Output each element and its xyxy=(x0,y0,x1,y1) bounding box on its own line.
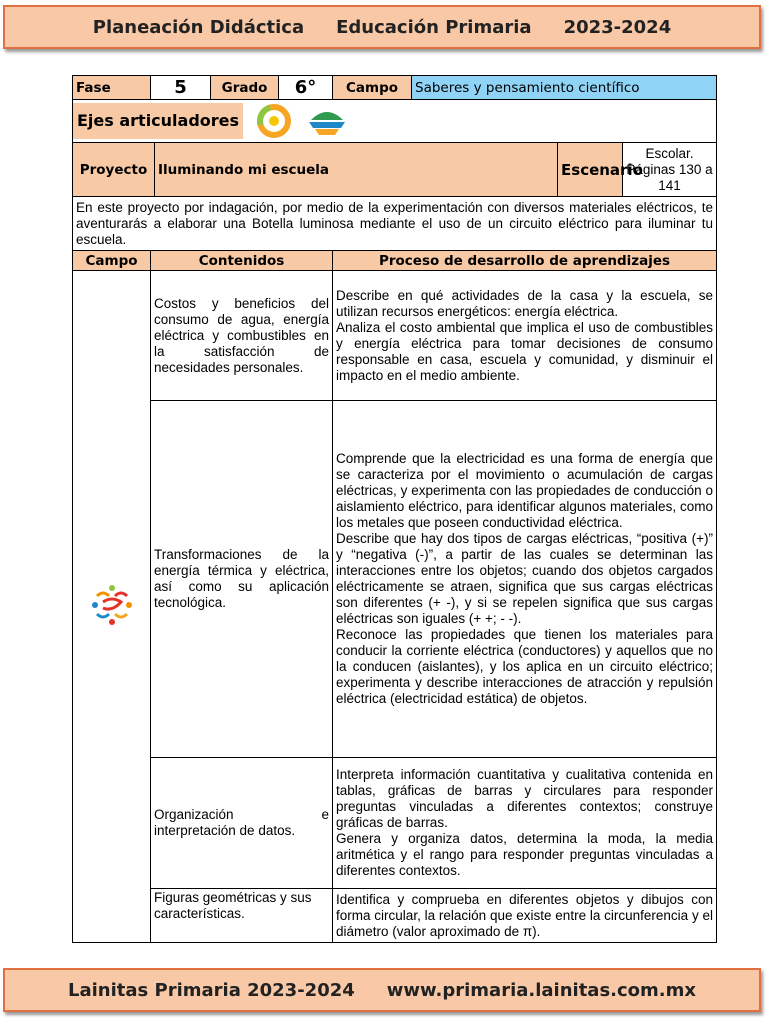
proceso-cell xyxy=(333,889,717,943)
contenido-cell: Organización e interpretación de datos. xyxy=(151,758,333,889)
proceso-paragraph: Comprende que la electricidad es una forma de energía que se caracteriza por el movimiento o acumulación de cargas eléctricas, y experimenta con las propiedades de conducción o aislamiento eléctrico, para identificar algunos materiales, como los metales que poseen conductividad eléctrica. xyxy=(336,451,714,530)
table-header-row xyxy=(73,251,717,271)
fase-label: Fase xyxy=(73,76,151,100)
project-description: En este proyecto por indagación, por medio de la experimentación con diversos materiales eléctricos, te aventurarás a elaborar una Botella luminosa mediante el uso de un circuito eléctrico para iluminar tu escuela. xyxy=(73,197,717,251)
campo-label: Campo xyxy=(333,76,412,100)
footer-brand: Lainitas Primaria 2023-2024 xyxy=(68,979,355,1001)
contenido-cell: Costos y beneficios del consumo de agua, energía eléctrica y combustibles en la satisfacción de necesidades personales. xyxy=(151,271,333,401)
planning-table xyxy=(72,75,717,943)
proceso-paragraph: Reconoce las propiedades que tienen los materiales para conducir la corriente eléctrica (conductores) y aquellos que no la conducen (aislantes), y los aplica en un circuito eléctrico; experimenta y describe interacciones de atracción y repulsión eléctrica (electricidad estática) de objetos. xyxy=(336,627,714,706)
table-row xyxy=(73,758,717,889)
proceso-cell xyxy=(333,758,717,889)
proceso-paragraph: Describe que hay dos tipos de cargas eléctricas, “positiva (+)” y “negativa (-)”, a partir de las cuales se determinan las interacciones entre los objetos; cuando dos objetos cargados eléctricamente se atraen, significa que sus cargas eléctricas son diferentes (+ -), y si se repelen significa que sus cargas eléctricas son iguales (+ +; - -). xyxy=(336,531,714,626)
table-row xyxy=(73,401,717,758)
column-header-contenidos: Contenidos xyxy=(151,251,333,271)
proceso-paragraph: Identifica y comprueba en diferentes objetos y dibujos con forma circular, la relación que existe entre la circunferencia y el diámetro (valor aproximado de π). xyxy=(336,891,714,939)
header-title: Planeación Didáctica xyxy=(92,16,305,38)
proceso-cell xyxy=(333,401,717,758)
proceso-paragraph: Interpreta información cuantitativa y cualitativa contenida en tablas, gráficas de barras y circulares para responder preguntas vinculadas a diferentes contextos; construye gráficas de barras. xyxy=(336,767,714,830)
proceso-paragraph: Analiza el costo ambiental que implica el uso de combustibles y energía eléctrica para tomar decisiones de consumo responsable en casa, escuela y comunidad, y disminuir el impacto en el medio ambiente. xyxy=(336,319,714,383)
proyecto-label: Proyecto xyxy=(73,143,155,197)
proyecto-value: Iluminando mi escuela xyxy=(155,143,558,197)
info-row xyxy=(73,76,717,100)
description-row xyxy=(73,197,717,251)
vida-saludable-icon xyxy=(305,104,349,138)
header-banner xyxy=(3,5,761,49)
column-header-proceso: Proceso de desarrollo de aprendizajes xyxy=(333,251,717,271)
proyecto-row xyxy=(73,143,717,197)
footer-banner xyxy=(3,968,761,1012)
proceso-paragraph: Describe en qué actividades de la casa y la escuela, se utilizan recursos energéticos: energía eléctrica. xyxy=(336,287,714,319)
proceso-paragraph: Genera y organiza datos, determina la moda, la media aritmética y el rango para responder preguntas vinculadas a diferentes contextos. xyxy=(336,831,714,878)
campo-cell xyxy=(73,271,151,943)
pensamiento-critico-icon xyxy=(257,104,291,138)
ejes-row xyxy=(73,100,717,143)
fase-value: 5 xyxy=(151,76,211,100)
escenario-label: Escenario xyxy=(558,143,623,197)
proceso-cell xyxy=(333,271,717,401)
contenido-cell: Figuras geométricas y sus características. xyxy=(151,889,333,943)
contenido-cell: Transformaciones de la energía térmica y eléctrica, así como su aplicación tecnológica. xyxy=(151,401,333,758)
table-row xyxy=(73,889,717,943)
ejes-label: Ejes articuladores xyxy=(73,103,243,139)
table-row xyxy=(73,271,717,401)
campo-value: Saberes y pensamiento científico xyxy=(412,76,717,100)
grado-value: 6° xyxy=(279,76,333,100)
header-level: Educación Primaria xyxy=(336,16,532,38)
saberes-campo-icon xyxy=(89,582,135,628)
footer-url[interactable]: www.primaria.lainitas.com.mx xyxy=(386,979,696,1001)
column-header-campo: Campo xyxy=(73,251,151,271)
header-year: 2023-2024 xyxy=(563,16,672,38)
escenario-value: Escolar. Páginas 130 a 141 xyxy=(623,143,717,197)
grado-label: Grado xyxy=(211,76,279,100)
